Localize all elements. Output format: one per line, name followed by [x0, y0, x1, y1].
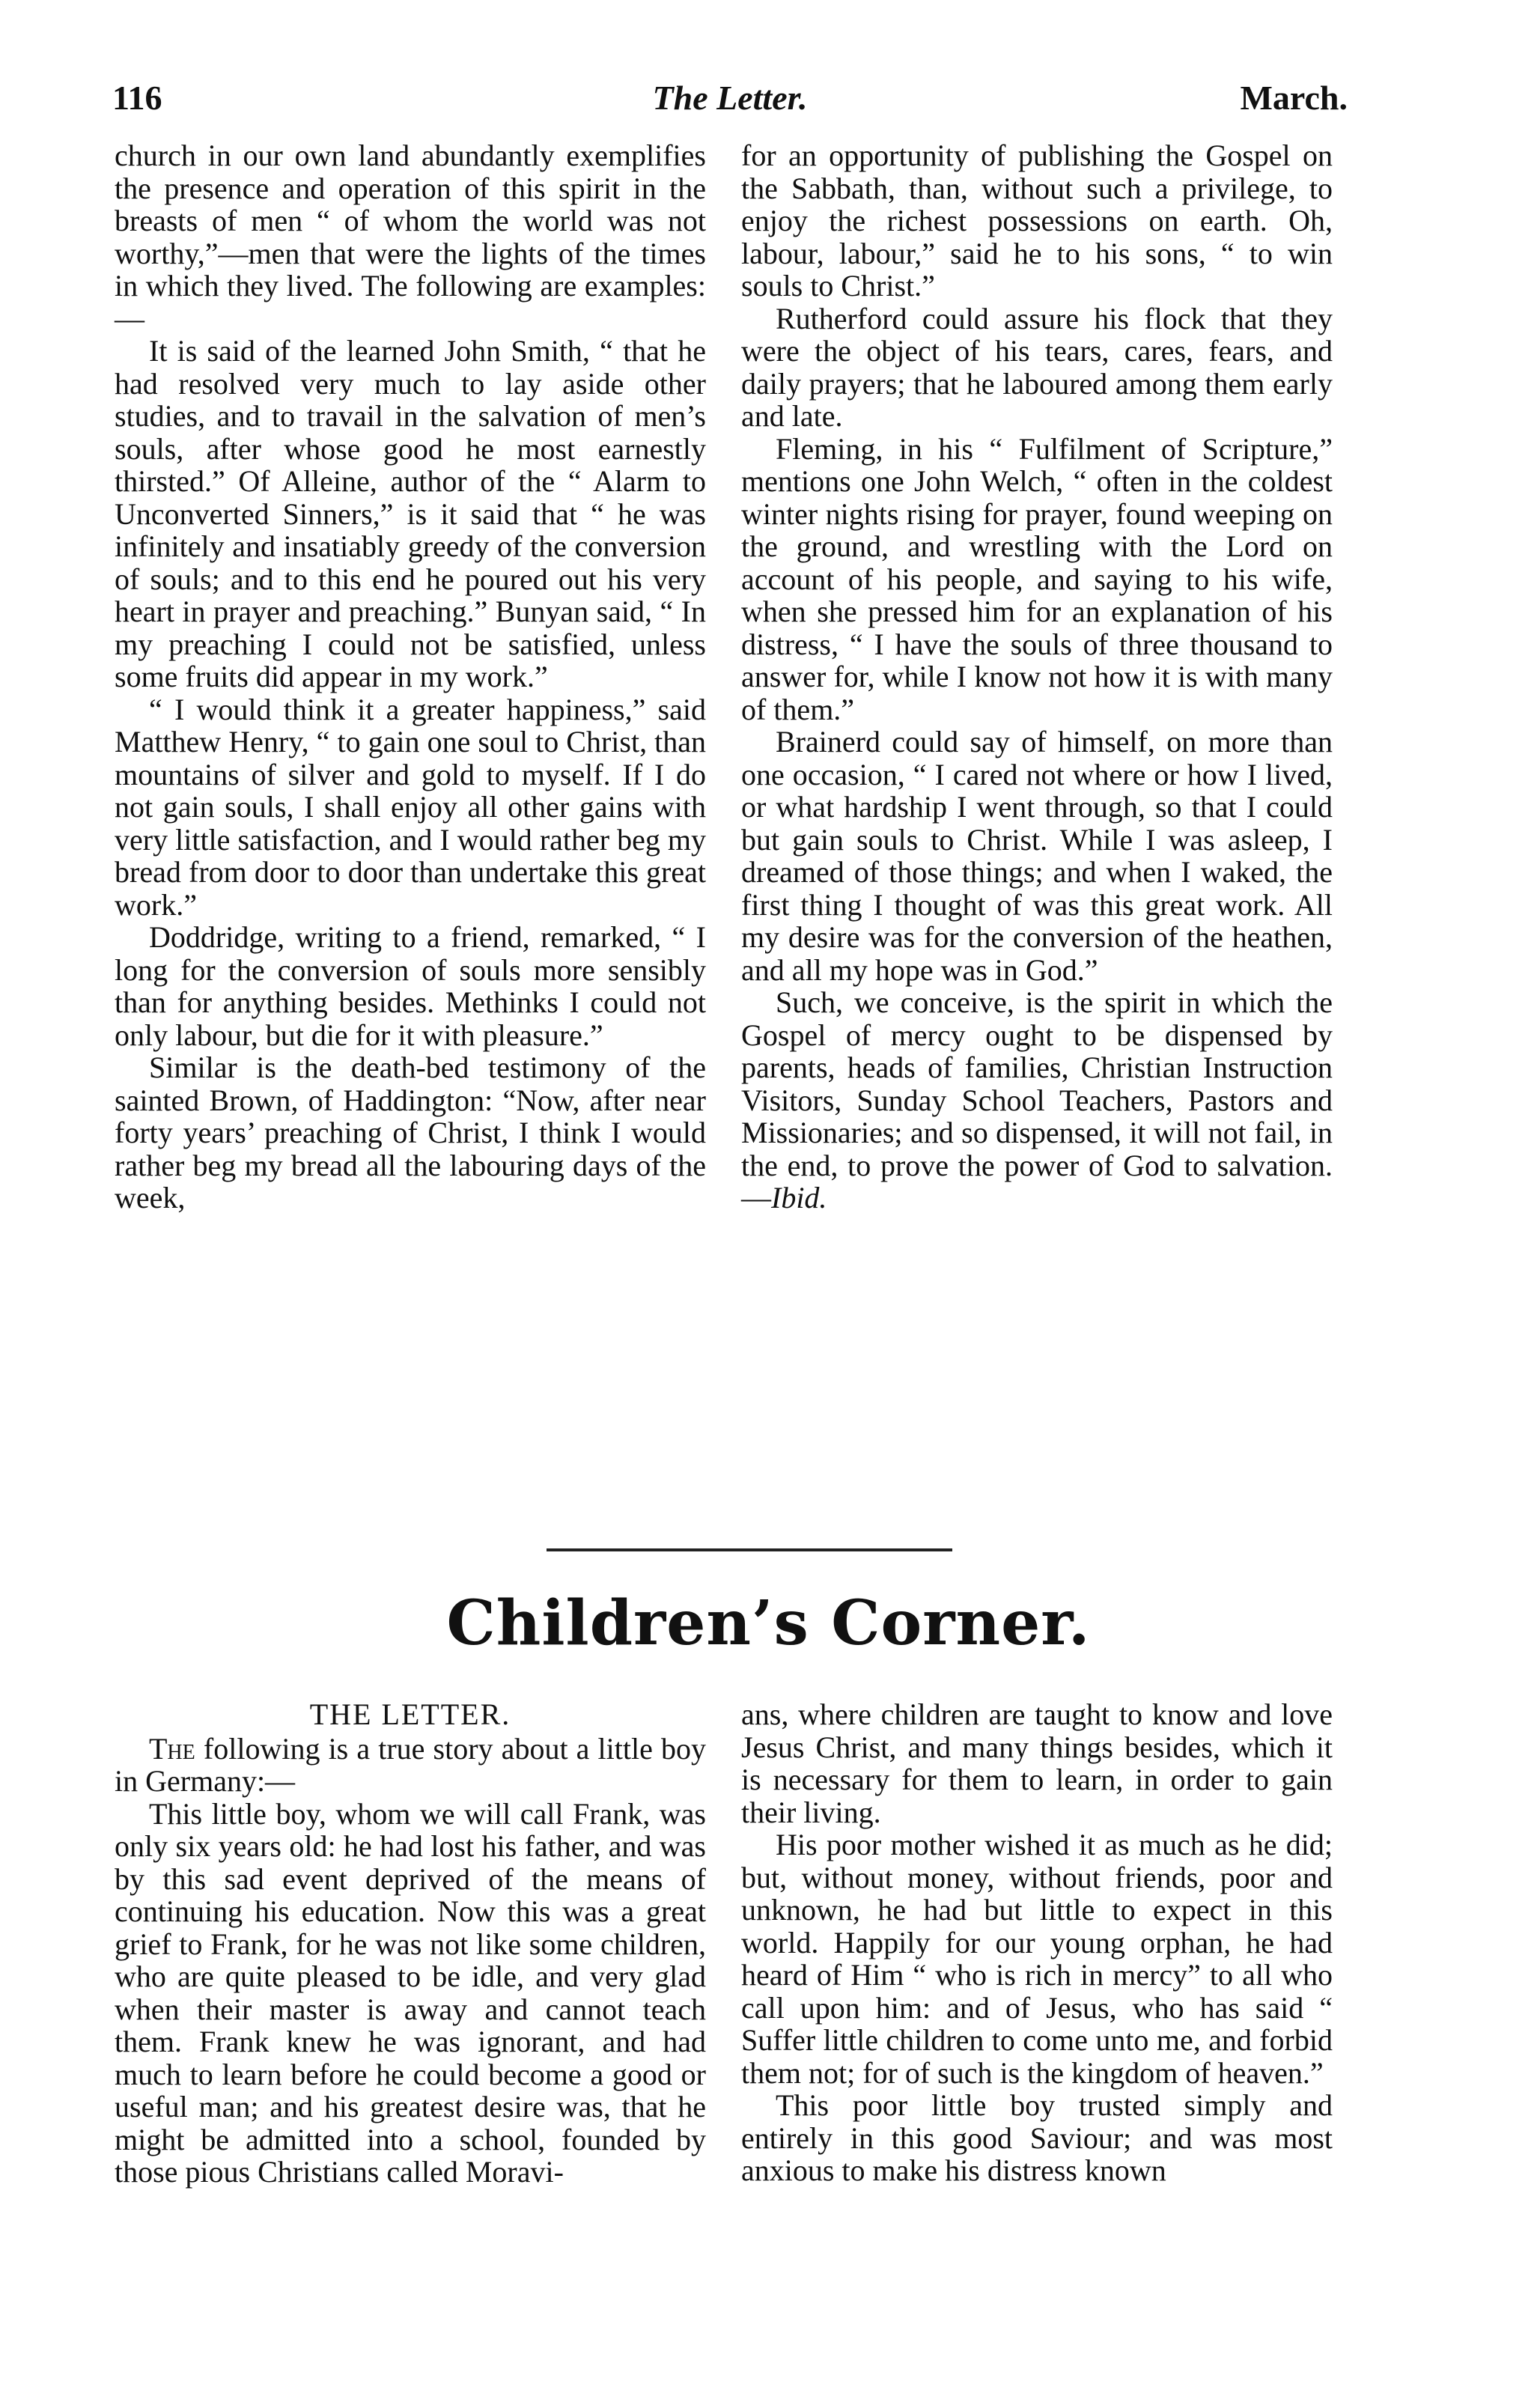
paragraph: Rutherford could assure his flock that they were the object of his tears, cares, fears, and daily prayers; that he laboured among them early and late. — [741, 301, 1333, 433]
upper-left-column — [115, 139, 706, 1214]
paragraph — [741, 986, 1333, 1214]
paragraph: for an opportunity of publishing the Gospel on the Sabbath, than, without such a privilege, to enjoy the richest possessions on earth. Oh, labour, labour,” said he to his sons, “ to win souls to Christ.” — [741, 139, 1333, 302]
story-title: THE LETTER. — [309, 1697, 511, 1731]
upper-right-column — [741, 139, 1333, 1214]
paragraph: “ I would think it a greater happiness,” said Matthew Henry, “ to gain one soul to Christ, than mountains of silver and gold to myself. If I do not gain souls, I shall enjoy all other gains with very little satisfaction, and I would rather beg my bread from door to door than undertake this great work.” — [115, 692, 706, 922]
running-title: The Letter. — [652, 79, 808, 117]
paragraph: Brainerd could say of himself, on more than one occasion, “ I cared not where or how I lived, or what hardship I went through, so that I could but gain souls to Christ. While I was asleep, I dreamed of those things; and when I waked, the first thing I thought of was this great work. All my desire was for the conversion of the heathen, and all my hope was in God.” — [741, 725, 1333, 987]
paragraph: This poor little boy trusted simply and entirely in this good Saviour; and was most anxious to make his distress known — [741, 2088, 1333, 2187]
paragraph — [115, 1733, 706, 1798]
paragraph: His poor mother wished it as much as he did; but, without money, without friends, poor and unknown, he had but little to expect in this world. Happily for our young orphan, he had heard of Him “ who is rich in mercy” to all who call upon him: and of Jesus, who has said “ Suffer little children to come unto me, and forbid them not; for of such is the kingdom of heaven.” — [741, 1828, 1333, 2090]
paragraph: This little boy, whom we will call Frank, was only six years old: he had lost his father, and was by this sad event deprived of the means of continuing his education. Now this was a great grief to Frank, for he was not like some children, who are quite pleased to be idle, and very glad when their master is away and cannot teach them. Frank knew he was ignorant, and had much to learn before he could become a good or useful man; and his greatest desire was, that he might be admitted into a school, founded by those pious Christians called Moravi- — [115, 1796, 706, 2189]
paragraph: church in our own land abundantly exemplifies the presence and operation of this spirit in the breasts of men “ of whom the world was not worthy,”—men that were the lights of the times in which they lived. The following are examples:— — [115, 139, 706, 335]
lead-word: The — [149, 1731, 195, 1766]
running-head — [112, 72, 1348, 124]
paragraph: ans, where children are taught to know and love Jesus Christ, and many things besides, which it is necessary for them to learn, in order to gain their living. — [741, 1697, 1333, 1829]
paragraph: Fleming, in his “ Fulfilment of Scripture,” mentions one John Welch, “ often in the coldest winter nights rising for prayer, found weeping on the ground, and wrestling with the Lord on account of his people, and saying to his wife, when she pressed him for an explanation of his distress, “ I have the souls of three thousand to answer for, while I know not how it is with many of them.” — [741, 431, 1333, 726]
running-month: March. — [1240, 79, 1348, 117]
paragraph-text: following is a true story about a little boy in Germany:— — [115, 1731, 706, 1798]
section-divider — [547, 1548, 952, 1551]
section-title: Children’s Corner. — [446, 1587, 1091, 1659]
page-number: 116 — [112, 79, 162, 117]
paragraph: It is said of the learned John Smith, “ that he had resolved very much to lay aside other studies, and to travail in the salvation of men’s souls, after whose good he most earnestly thirsted.” Of Alleine, author of the “ Alarm to Unconverted Sinners,” is it said that “ he was infinitely and insatiably greedy of the conversion of souls; and to this end he poured out his very heart in prayer and preaching.” Bunyan said, “ In my preaching I could not be satisfied, unless some fruits did appear in my work.” — [115, 334, 706, 693]
paragraph: Similar is the death-bed testimony of the sainted Brown, of Haddington: “Now, after near forty years’ preaching of Christ, I think I would rather beg my bread all the labouring days of the week, — [115, 1051, 706, 1214]
source-citation: Ibid. — [771, 1181, 827, 1214]
paragraph-text: Such, we conceive, is the spirit in which the Gospel of mercy ought to be dispensed by parents, heads of families, Christian Instruction Visitors, Sunday School Teachers, Pastors and Missionaries; and so dispensed, it will not fail, in the end, to prove the power of God to salvation.— — [741, 985, 1333, 1214]
story-right-column — [741, 1698, 1333, 2187]
story-left-column — [115, 1698, 706, 2189]
paragraph: Doddridge, writing to a friend, remarked, “ I long for the conversion of souls more sensibly than for anything besides. Methinks I could not only labour, but die for it with pleasure.” — [115, 920, 706, 1052]
